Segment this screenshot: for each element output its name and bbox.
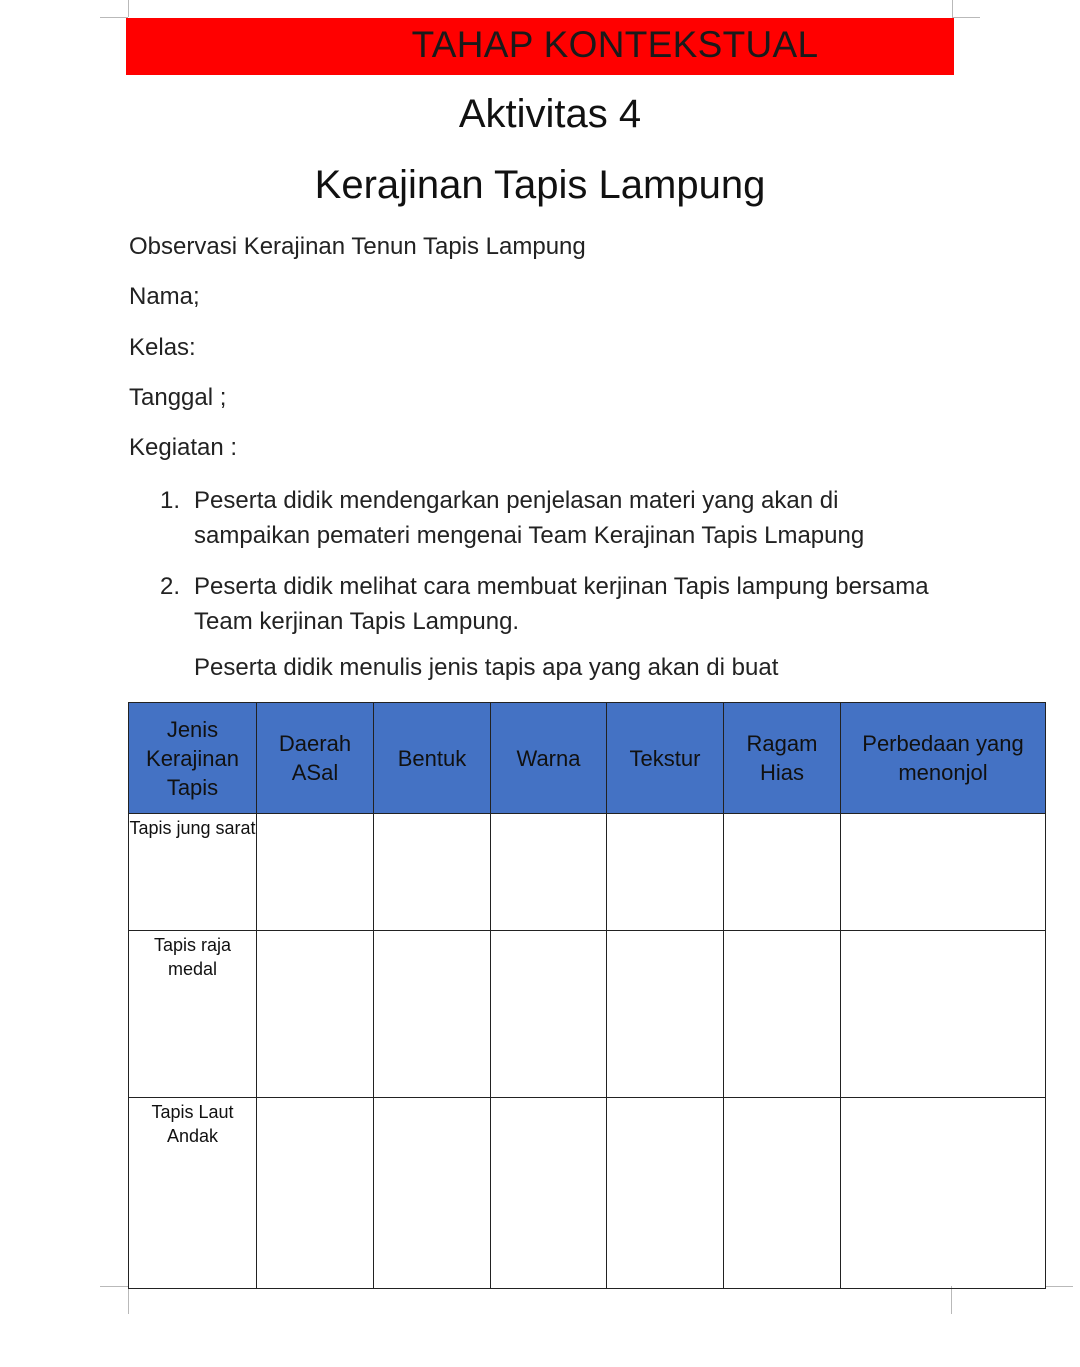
crop-mark — [952, 17, 980, 18]
table-cell[interactable] — [257, 931, 374, 1098]
column-header: Tekstur — [607, 703, 724, 814]
step-number: 1. — [160, 487, 181, 514]
table-cell[interactable] — [374, 1098, 491, 1289]
tapis-name-cell: Tapis raja medal — [129, 931, 257, 1098]
table-cell[interactable] — [841, 814, 1046, 931]
table-header-row — [129, 703, 1046, 814]
step-text: Peserta didik mendengarkan penjelasan materi yang akan di sampaikan pemateri mengenai Team Kerajinan Tapis Lmapung — [194, 487, 865, 549]
class-label: Kelas: — [129, 334, 196, 361]
table-cell[interactable] — [257, 814, 374, 931]
crop-mark — [100, 17, 128, 18]
name-label: Nama; — [129, 283, 200, 310]
steps-list — [160, 483, 950, 655]
table-cell[interactable] — [257, 1098, 374, 1289]
table-cell[interactable] — [724, 814, 841, 931]
crop-mark — [128, 0, 129, 17]
column-header: Warna — [491, 703, 607, 814]
tapis-name-cell: Tapis Laut Andak — [129, 1098, 257, 1289]
topic-heading: Kerajinan Tapis Lampung — [314, 163, 766, 207]
instruction-note: Peserta didik menulis jenis tapis apa yang akan di buat — [194, 654, 779, 681]
table-cell[interactable] — [491, 931, 607, 1098]
list-item — [160, 483, 950, 553]
stage-banner — [126, 18, 954, 75]
crop-mark — [1045, 1286, 1073, 1287]
table-cell[interactable] — [724, 1098, 841, 1289]
table-cell[interactable] — [841, 1098, 1046, 1289]
tapis-name-cell: Tapis jung sarat — [129, 814, 257, 931]
table-cell[interactable] — [607, 931, 724, 1098]
table-cell[interactable] — [374, 931, 491, 1098]
table-cell[interactable] — [607, 814, 724, 931]
activity-heading: Aktivitas 4 — [458, 92, 642, 136]
step-number: 2. — [160, 573, 181, 600]
table-cell[interactable] — [491, 1098, 607, 1289]
crop-mark — [100, 1286, 128, 1287]
column-header: Bentuk — [374, 703, 491, 814]
table-cell[interactable] — [607, 1098, 724, 1289]
table-row — [129, 931, 1046, 1098]
observation-label: Observasi Kerajinan Tenun Tapis Lampung — [129, 233, 586, 260]
table-row — [129, 814, 1046, 931]
observation-table — [128, 702, 1046, 1289]
step-text: Peserta didik melihat cara membuat kerjinan Tapis lampung bersama Team kerjinan Tapis Lampung. — [194, 573, 929, 635]
table-cell[interactable] — [841, 931, 1046, 1098]
crop-mark — [128, 1286, 129, 1314]
table-row — [129, 1098, 1046, 1289]
crop-mark — [951, 1286, 952, 1314]
column-header: Ragam Hias — [724, 703, 841, 814]
list-item — [160, 569, 950, 639]
column-header: Daerah ASal — [257, 703, 374, 814]
date-label: Tanggal ; — [129, 384, 227, 411]
activity-label: Kegiatan : — [129, 434, 238, 461]
crop-mark — [952, 0, 953, 17]
table-cell[interactable] — [374, 814, 491, 931]
column-header: Perbedaan yang menonjol — [841, 703, 1046, 814]
column-header: Jenis Kerajinan Tapis — [129, 703, 257, 814]
stage-title: TAHAP KONTEKSTUAL — [411, 24, 819, 65]
table-cell[interactable] — [491, 814, 607, 931]
table-cell[interactable] — [724, 931, 841, 1098]
